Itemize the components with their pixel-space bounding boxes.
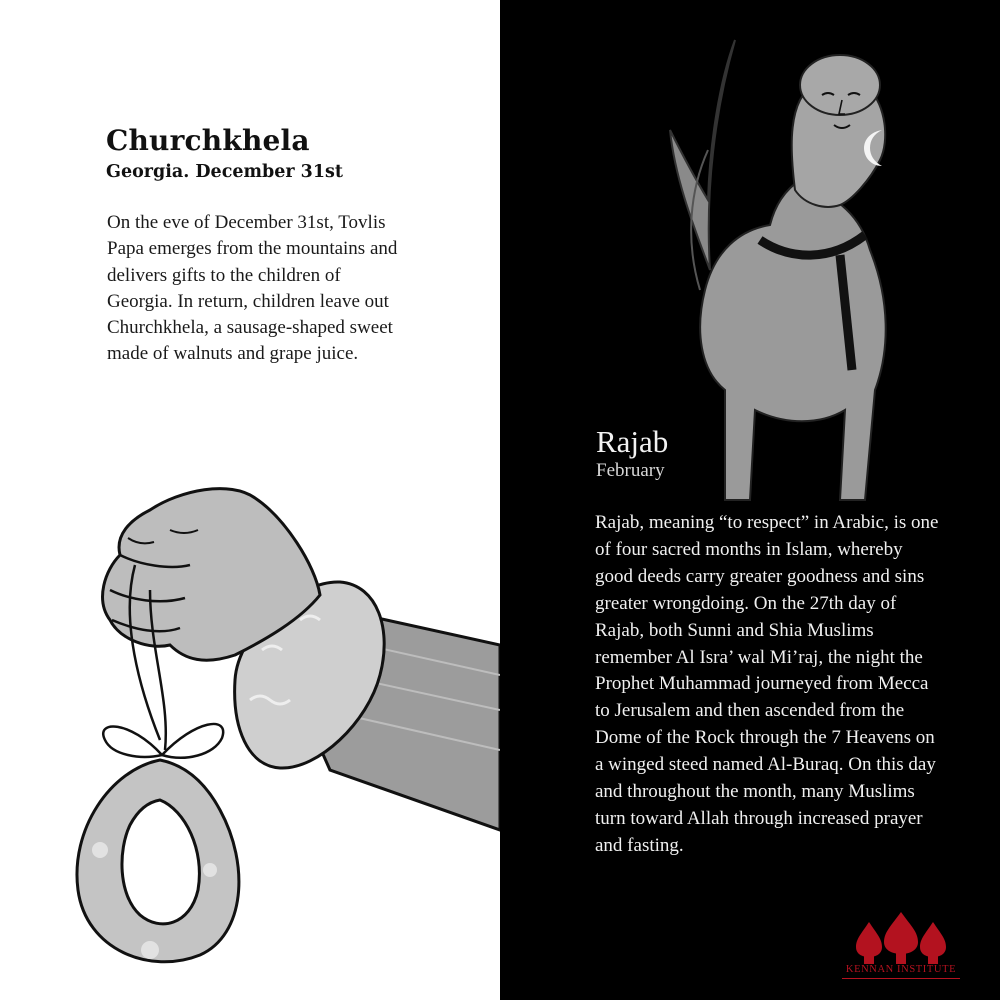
rajab-description: Rajab, meaning “to respect” in Arabic, is one of four sacred months in Islam, whereby good deeds carry greater goodness and sins greater wrongdoing. On the 27th day of Rajab, both Sunni and Shia Muslims remember Al Isra’ wal Mi’raj, the night the Prophet Muhammad journeyed from Mecca to Jerusalem and then ascended from the Dome of the Rock through the 7 Heavens on a winged steed named Al-Buraq. On this day and throughout the month, many Muslims turn toward Allah through increased prayer and fasting. xyxy=(595,512,939,856)
churchkhela-description: On the eve of December 31st, Tovlis Papa emerges from the mountains and delivers gifts to the children of Georgia. In return, children leave out Churchkhela, a sausage-shaped sweet made of walnuts and grape juice. xyxy=(107,212,398,365)
onion-domes-icon xyxy=(836,908,966,964)
kennan-institute-logo xyxy=(836,908,966,988)
rajab-title: Rajab xyxy=(596,424,669,459)
churchkhela-subtitle: Georgia. December 31st xyxy=(106,162,343,182)
right-panel xyxy=(500,0,1000,1000)
churchkhela-title: Churchkhela xyxy=(106,124,310,157)
logo-underline xyxy=(842,978,960,979)
logo-text: KENNAN INSTITUTE xyxy=(845,964,957,975)
hand-holding-churchkhela-illustration xyxy=(0,470,500,1000)
rajab-subtitle: February xyxy=(596,460,665,481)
crescent-moon-icon xyxy=(862,128,892,168)
